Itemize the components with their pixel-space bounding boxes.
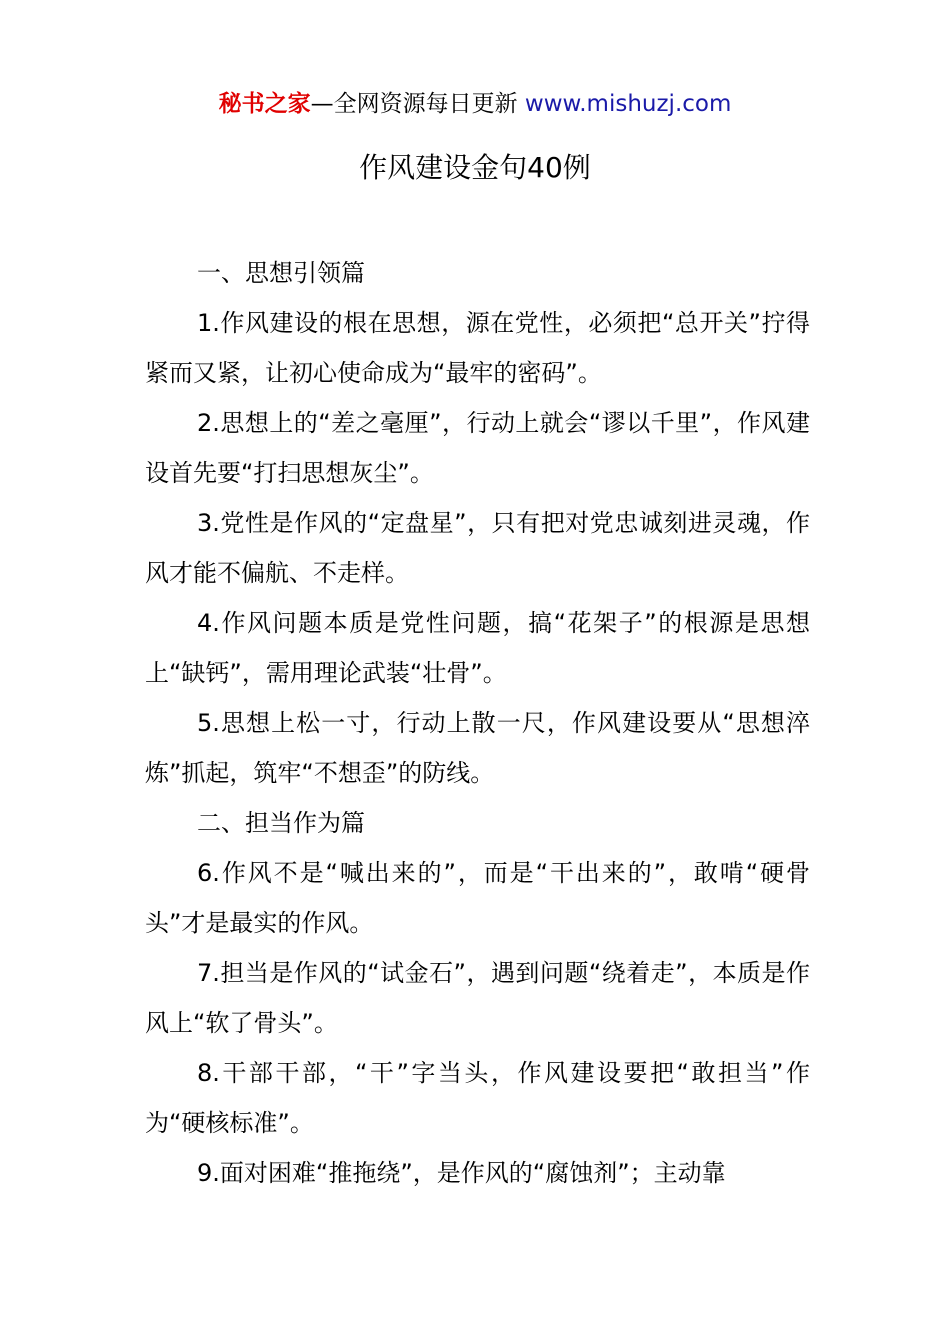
site-url-link[interactable]: www.mishuzj.com xyxy=(524,91,732,117)
paragraph: 1.作风建设的根在思想，源在党性，必须把“总开关”拧得紧而又紧，让初心使命成为“最牢的密码”。 xyxy=(145,309,810,387)
paragraph: 2.思想上的“差之毫厘”，行动上就会“谬以千里”，作风建设首先要“打扫思想灰尘”。 xyxy=(145,409,810,487)
paragraph: 9.面对困难“推拖绕”，是作风的“腐蚀剂”；主动靠 xyxy=(197,1159,726,1187)
document-body xyxy=(145,248,810,1198)
header-separator: — xyxy=(310,91,334,117)
document-title: 作风建设金句40例 xyxy=(359,151,591,184)
paragraph: 6.作风不是“喊出来的”，而是“干出来的”，敢啃“硬骨头”才是最实的作风。 xyxy=(145,859,810,937)
paragraph: 7.担当是作风的“试金石”，遇到问题“绕着走”，本质是作风上“软了骨头”。 xyxy=(145,959,810,1037)
section-heading: 一、思想引领篇 xyxy=(197,259,365,287)
paragraph: 5.思想上松一寸，行动上散一尺，作风建设要从“思想淬炼”抓起，筑牢“不想歪”的防线。 xyxy=(145,709,810,787)
section-heading: 二、担当作为篇 xyxy=(197,809,365,837)
paragraph: 3.党性是作风的“定盘星”，只有把对党忠诚刻进灵魂，作风才能不偏航、不走样。 xyxy=(145,509,810,587)
paragraph: 8.干部干部，“干”字当头，作风建设要把“敢担当”作为“硬核标准”。 xyxy=(145,1059,810,1137)
header-tagline: 全网资源每日更新 xyxy=(333,91,518,117)
site-header xyxy=(0,86,950,122)
paragraph: 4.作风问题本质是党性问题，搞“花架子”的根源是思想上“缺钙”，需用理论武装“壮骨”。 xyxy=(145,609,810,687)
brand-name: 秘书之家 xyxy=(218,91,311,117)
